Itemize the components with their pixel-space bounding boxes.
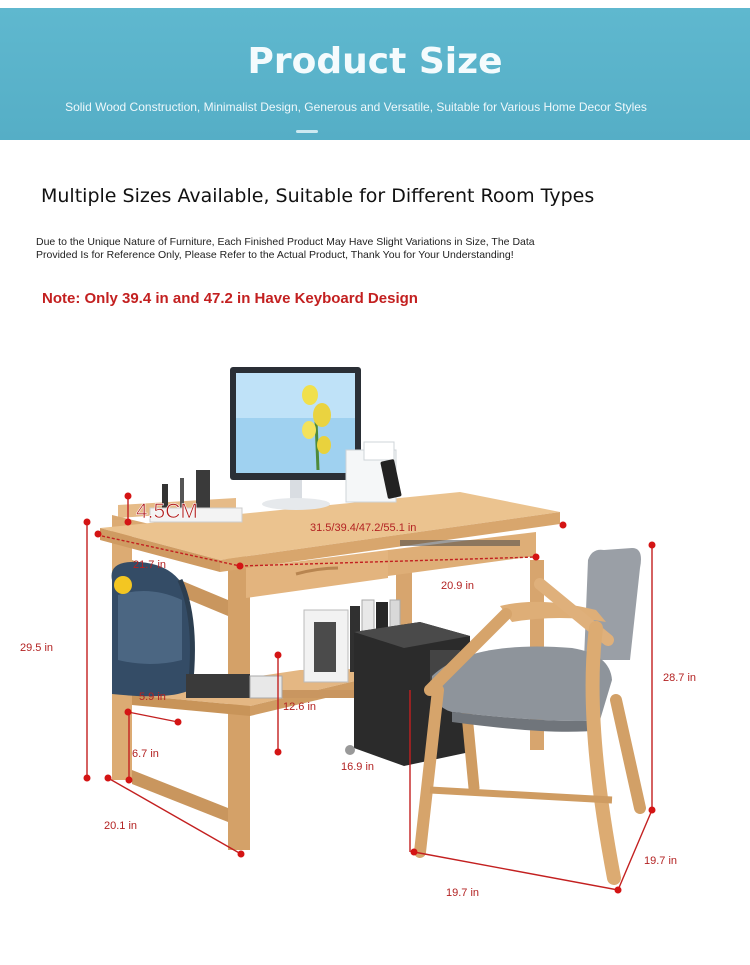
monitor-base	[262, 498, 330, 510]
section-heading: Multiple Sizes Available, Suitable for Different Room Types	[41, 185, 595, 207]
shelf-height-label: 12.6 in	[283, 701, 317, 713]
thickness-label: 4.5CM	[136, 500, 198, 523]
desk-height-label: 29.5 in	[20, 642, 54, 654]
keyboard-tray-label: 20.9 in	[441, 580, 475, 592]
shelf-gap-label: 5.9 in	[139, 691, 166, 703]
desk-foot-rail	[132, 770, 228, 822]
smiley-badge-icon	[114, 576, 132, 594]
desk-depth-top-label: 21.7 in	[133, 559, 167, 571]
banner-title: Product Size	[247, 41, 503, 82]
disclaimer-line-1: Due to the Unique Nature of Furniture, Each Finished Product May Have Slight Variations in Size, The Data	[36, 236, 535, 248]
monitor-illustration	[230, 367, 361, 510]
foot-height-label: 6.7 in	[132, 748, 159, 760]
shelf-width-label: 16.9 in	[341, 761, 375, 773]
chair-depth-label: 19.7 in	[644, 855, 678, 867]
keyboard-note: Note: Only 39.4 in and 47.2 in Have Keyboard Design	[42, 290, 418, 307]
keyboard-inside	[400, 540, 520, 546]
chair-back-leg-right	[616, 700, 640, 808]
desk-width-label: 31.5/39.4/47.2/55.1 in	[310, 522, 417, 534]
chair-width-label: 19.7 in	[446, 887, 480, 899]
chair-height-label: 28.7 in	[663, 672, 697, 684]
desk-depth-label: 20.1 in	[104, 820, 138, 832]
disclaimer-line-2: Provided Is for Reference Only, Please Refer to the Actual Product, Thank You for Your Understanding!	[36, 249, 514, 261]
banner-subtitle: Solid Wood Construction, Minimalist Design, Generous and Versatile, Suitable for Various Home Decor Styles	[65, 100, 647, 114]
backpack-illustration	[112, 562, 193, 696]
